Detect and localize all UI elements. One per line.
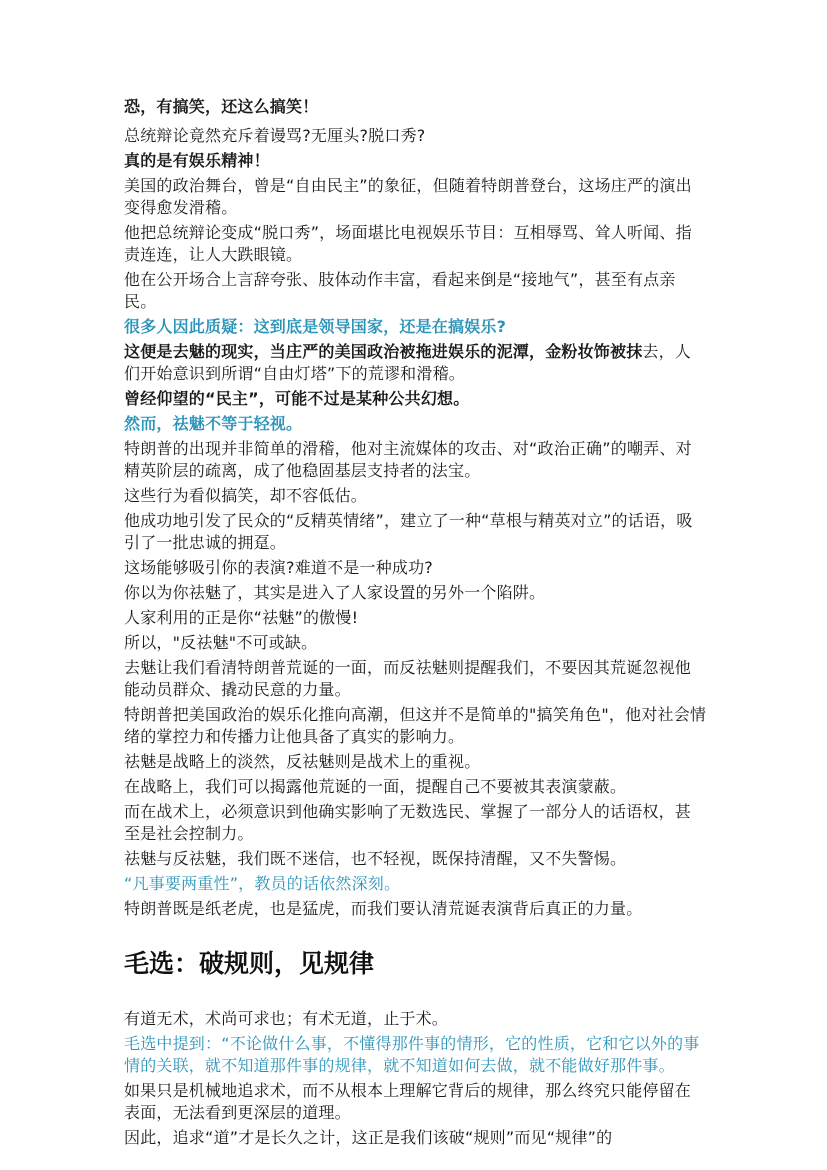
normal-fragment: 去，人们开始意识到所谓“自由灯塔”下的荒谬和滑稽。 [124, 342, 692, 383]
bold-fragment: 这便是去魅的现实，当庄严的美国政治被拖进娱乐的泥潭，金粉妆饰被抹 [124, 342, 643, 361]
section-heading: 毛选：破规则，见规律 [124, 949, 375, 978]
paragraph-mixed [124, 341, 707, 385]
paragraph-bold: 曾经仰望的“民主”，可能不过是某种公共幻想。 [124, 389, 470, 408]
highlight-line: 然而，祛魅不等于轻视。 [124, 414, 303, 433]
paragraph: 他成功地引发了民众的“反精英情绪”，建立了一种“草根与精英对立”的话语，吸引了一批忠诚的拥趸。 [124, 511, 693, 552]
paragraph: 有道无术，术尚可求也；有术无道，止于术。 [124, 1009, 449, 1028]
paragraph: 在战略上，我们可以揭露他荒诞的一面，提醒自己不要被其表演蒙蔽。 [124, 777, 627, 796]
paragraph: 这场能够吸引你的表演?难道不是一种成功? [124, 558, 433, 577]
paragraph: 你以为你祛魅了，其实是进入了人家设置的另外一个陷阱。 [124, 583, 546, 602]
paragraph: 特朗普把美国政治的娱乐化推向高潮，但这并不是简单的"搞笑角色"，他对社会情绪的掌控力和传播力让他具备了真实的影响力。 [124, 705, 707, 746]
paragraph: 所以，"反祛魅"不可或缺。 [124, 633, 318, 652]
paragraph: 因此，追求“道”才是长久之计，这正是我们该破“规则”而见“规律”的 [124, 1128, 613, 1147]
paragraph: 祛魅是战略上的淡然，反祛魅则是战术上的重视。 [124, 752, 481, 771]
paragraph: 特朗普的出现并非简单的滑稽，他对主流媒体的攻击、对“政治正确”的嘲弄、对精英阶层的疏离，成了他稳固基层支持者的法宝。 [124, 439, 692, 480]
paragraph: 总统辩论竟然充斥着谩骂?无厘头?脱口秀? [124, 126, 426, 145]
quote-paragraph: 毛选中提到：“不论做什么事，不懂得那件事的情形，它的性质，它和它以外的事情的关联，就不知道那件事的规律，就不知道如何去做，就不能做好那件事。 [124, 1034, 700, 1075]
paragraph: 特朗普既是纸老虎，也是猛虎，而我们要认清荒诞表演背后真正的力量。 [124, 899, 643, 918]
paragraph: 祛魅与反祛魅，我们既不迷信，也不轻视，既保持清醒，又不失警惕。 [124, 849, 627, 868]
paragraph: 如果只是机械地追求术，而不从根本上理解它背后的规律，那么终究只能停留在表面，无法看到更深层的道理。 [124, 1081, 692, 1122]
highlight-question: 很多人因此质疑：这到底是领导国家，还是在搞娱乐? [124, 317, 507, 336]
paragraph: 人家利用的正是你“祛魅”的傲慢! [124, 608, 359, 627]
paragraph: 这些行为看似搞笑，却不容低估。 [124, 486, 368, 505]
paragraph: 去魅让我们看清特朗普荒诞的一面，而反祛魅则提醒我们，不要因其荒诞忽视他能动员群众、撬动民意的力量。 [124, 658, 692, 699]
paragraph: 他把总统辩论变成“脱口秀”，场面堪比电视娱乐节目：互相辱骂、耸人听闻、指责连连，让人大跌眼镜。 [124, 223, 692, 264]
quote-line: “凡事要两重性”，教员的话依然深刻。 [124, 874, 401, 893]
paragraph: 他在公开场合上言辞夸张、肢体动作丰富，看起来倒是“接地气”，甚至有点亲民。 [124, 270, 676, 311]
paragraph: 美国的政治舞台，曾是“自由民主”的象征，但随着特朗普登台，这场庄严的演出变得愈发滑稽。 [124, 176, 692, 217]
opening-line: 恐，有搞笑，还这么搞笑！ [124, 97, 319, 116]
paragraph-bold: 真的是有娱乐精神！ [124, 151, 270, 170]
paragraph: 而在战术上，必须意识到他确实影响了无数选民、掌握了一部分人的话语权，甚至是社会控制力。 [124, 802, 692, 843]
